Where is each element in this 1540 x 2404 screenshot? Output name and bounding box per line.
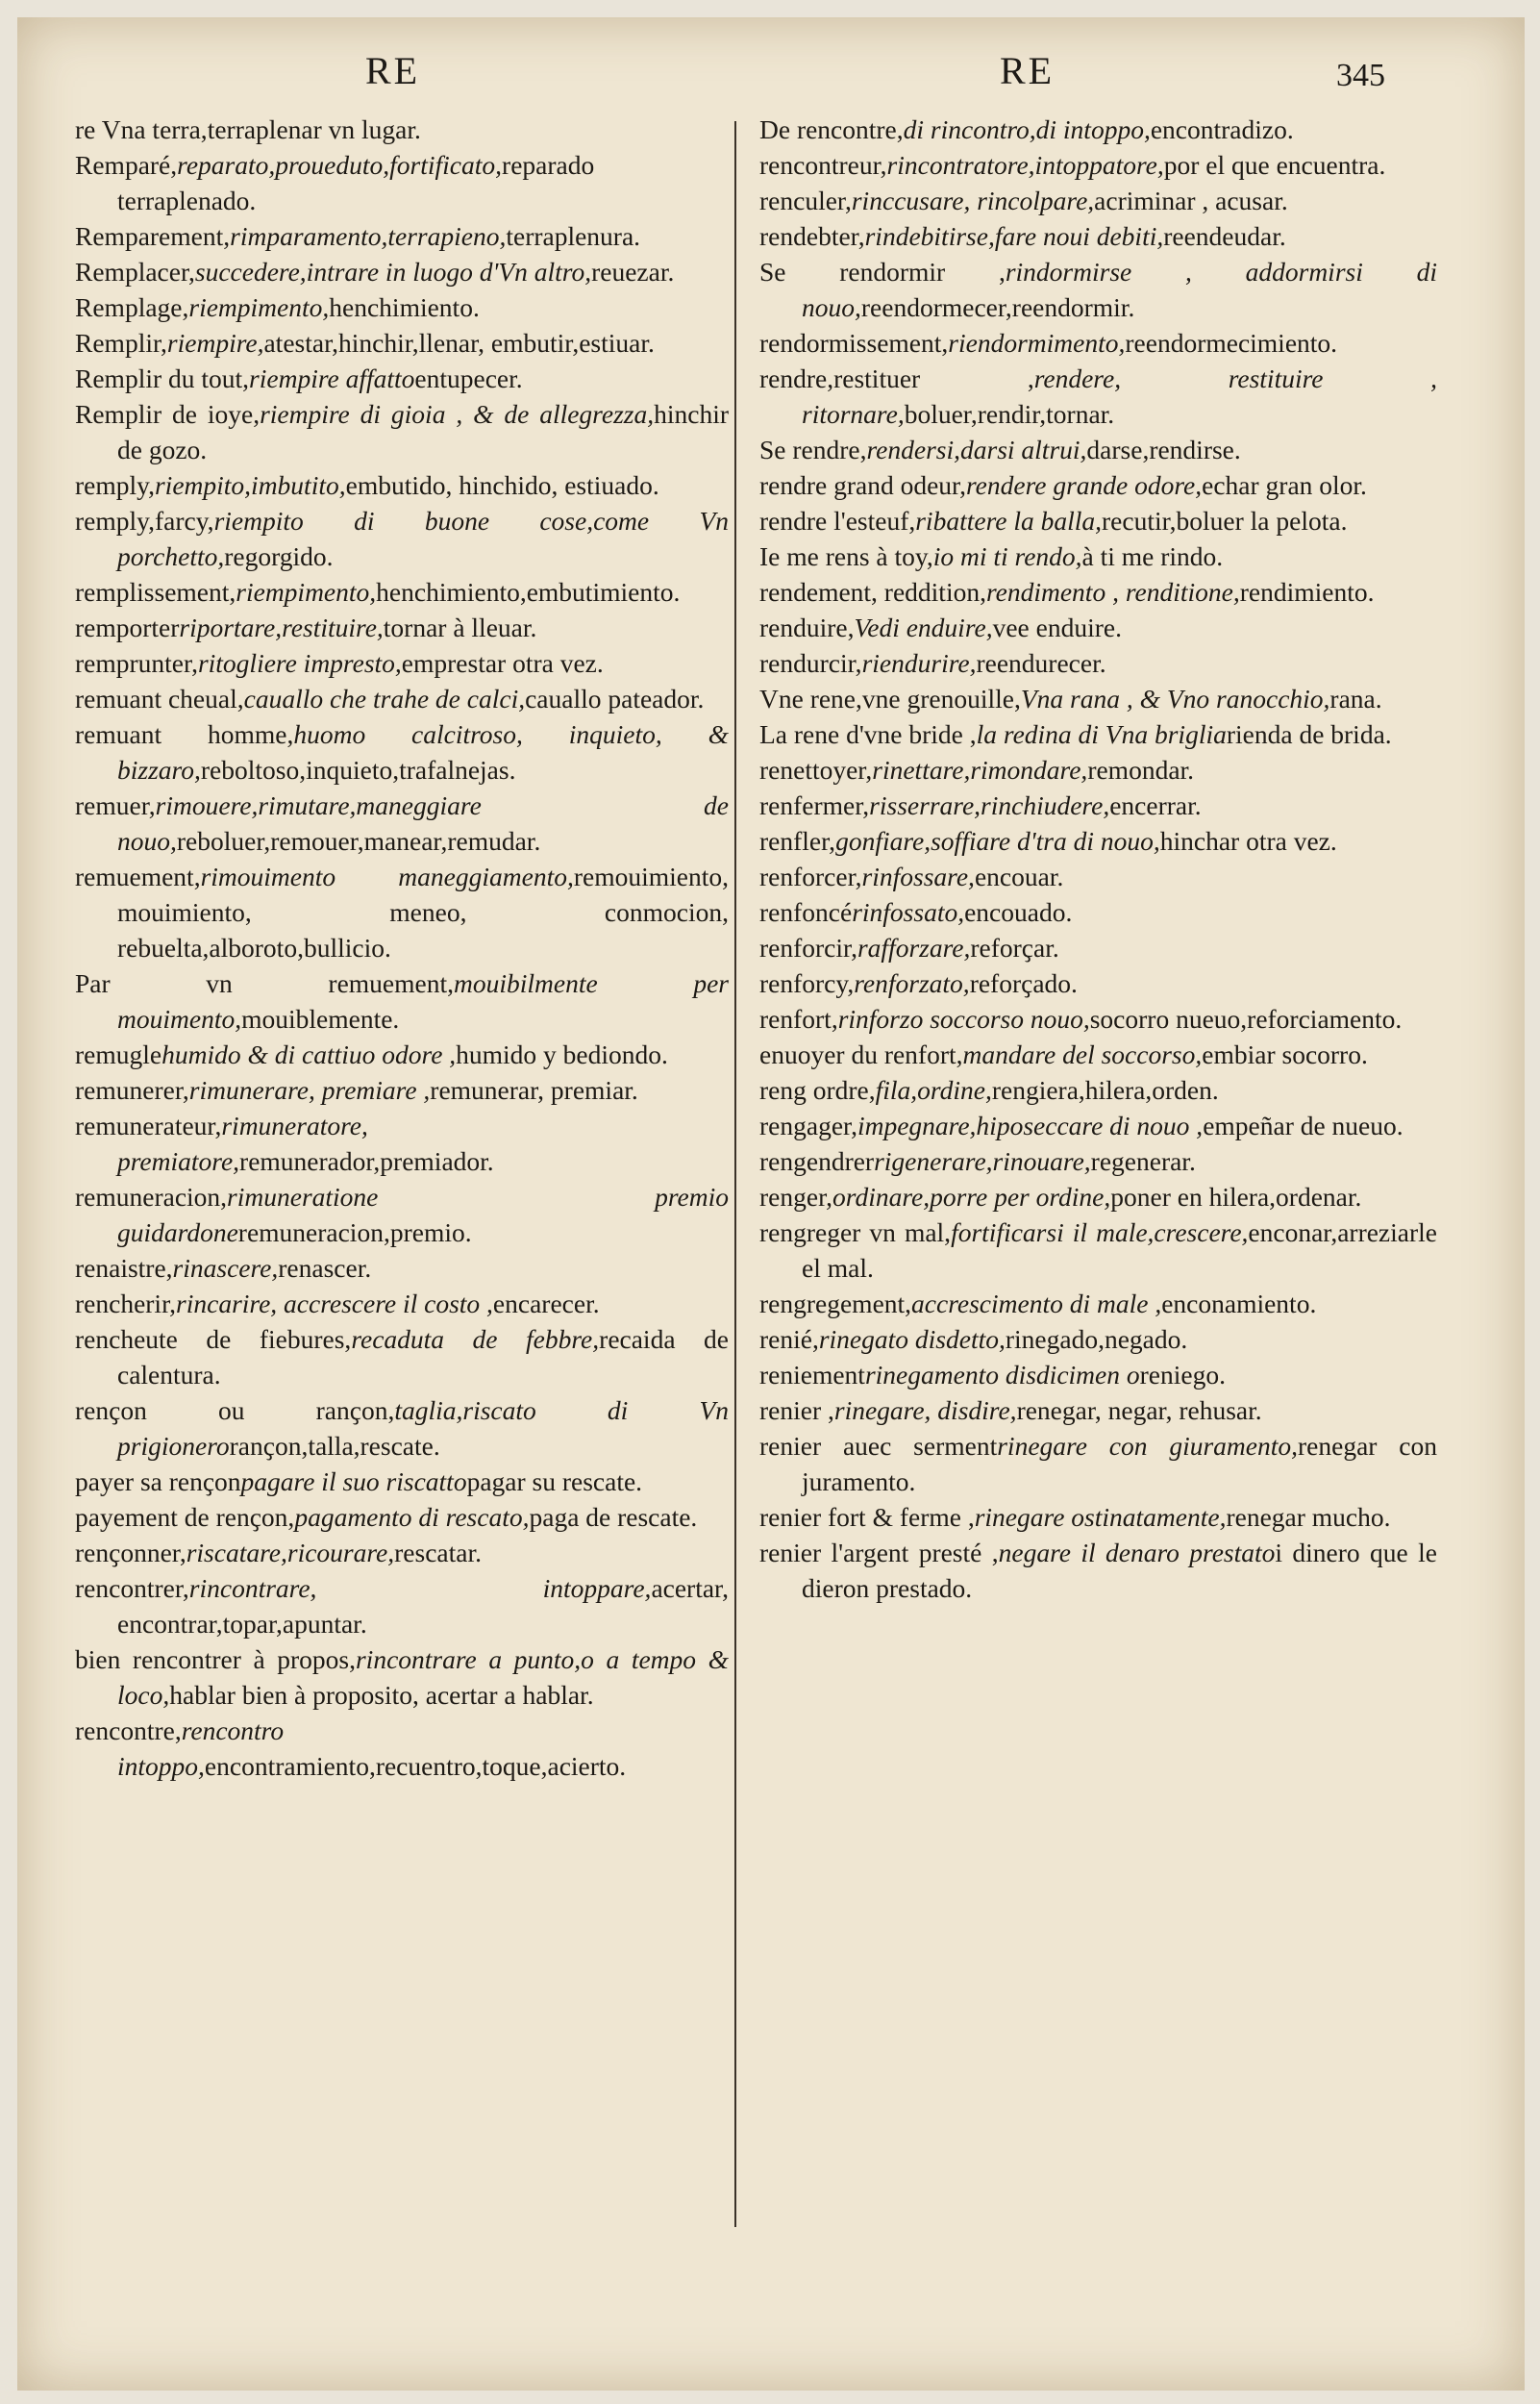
french-headword: rengregement, bbox=[759, 1289, 912, 1318]
spanish-gloss: tornar à lleuar. bbox=[383, 613, 537, 642]
spanish-gloss: paga de rescate. bbox=[529, 1502, 698, 1532]
dictionary-entry bbox=[75, 1713, 729, 1784]
dictionary-entry bbox=[75, 1037, 729, 1072]
dictionary-entry bbox=[75, 1535, 729, 1570]
italian-gloss: succedere,intrare in luogo d'Vn altro, bbox=[194, 257, 592, 287]
french-headword: rencontreur, bbox=[759, 150, 887, 180]
dictionary-entry bbox=[759, 467, 1437, 503]
french-headword: renier fort & ferme , bbox=[759, 1502, 975, 1532]
dictionary-entry bbox=[75, 788, 729, 859]
italian-gloss: rimouimento maneggiamento, bbox=[200, 862, 574, 891]
spanish-gloss: encerrar. bbox=[1109, 790, 1202, 820]
italian-gloss: rinfossare, bbox=[861, 862, 975, 891]
right-running-head: RE bbox=[1000, 49, 1056, 92]
dictionary-entry bbox=[759, 788, 1437, 823]
spanish-gloss: rescatar. bbox=[394, 1538, 482, 1567]
french-headword: remunerer, bbox=[75, 1075, 189, 1105]
spanish-gloss: cauallo pateador. bbox=[525, 684, 705, 714]
dictionary-entry bbox=[75, 325, 729, 361]
spanish-gloss: enconamiento. bbox=[1161, 1289, 1317, 1318]
dictionary-entry bbox=[759, 1143, 1437, 1179]
dictionary-entry bbox=[75, 361, 729, 396]
spanish-gloss: encouar. bbox=[974, 862, 1064, 891]
french-headword: Remplir de ioye, bbox=[75, 399, 261, 429]
french-headword: rencontre, bbox=[75, 1715, 182, 1745]
french-headword: remuneracion, bbox=[75, 1182, 228, 1212]
dictionary-entry bbox=[759, 361, 1437, 432]
french-headword: reniement bbox=[759, 1360, 865, 1390]
french-headword: renger, bbox=[759, 1182, 833, 1212]
spanish-gloss: emprestar otra vez. bbox=[401, 648, 604, 678]
spanish-gloss: rana. bbox=[1329, 684, 1382, 714]
french-headword: re Vna terra, bbox=[75, 114, 208, 144]
spanish-gloss: rengiera,hilera,orden. bbox=[991, 1075, 1219, 1105]
spanish-gloss: entupecer. bbox=[414, 363, 523, 393]
french-headword: renié, bbox=[759, 1324, 819, 1354]
book-page bbox=[17, 17, 1525, 2391]
italian-gloss: riportare,restituire, bbox=[179, 613, 384, 642]
page-number: 345 bbox=[1336, 58, 1385, 93]
dictionary-entry bbox=[759, 112, 1437, 147]
dictionary-entry bbox=[75, 859, 729, 965]
italian-gloss: recaduta de febbre, bbox=[351, 1324, 600, 1354]
french-headword: rendebter, bbox=[759, 221, 865, 251]
french-headword: renforcir, bbox=[759, 933, 857, 963]
italian-gloss: rinegamento disdicimen o bbox=[864, 1360, 1140, 1390]
spanish-gloss: mouiblemente. bbox=[241, 1004, 400, 1034]
dictionary-entry bbox=[759, 1535, 1437, 1606]
spanish-gloss: henchimiento. bbox=[329, 292, 480, 322]
italian-gloss: rinettare,rimondare, bbox=[872, 755, 1088, 785]
spanish-gloss: à ti me rindo. bbox=[1081, 541, 1224, 571]
spanish-gloss: reuezar. bbox=[591, 257, 675, 287]
dictionary-entry bbox=[75, 1286, 729, 1321]
dictionary-entry bbox=[75, 218, 729, 254]
italian-gloss: pagare il suo riscatto bbox=[240, 1466, 467, 1496]
french-headword: remuement, bbox=[75, 862, 201, 891]
dictionary-entry bbox=[759, 218, 1437, 254]
dictionary-entry bbox=[75, 645, 729, 681]
italian-gloss: riempire, bbox=[166, 328, 264, 358]
spanish-gloss: reboluer,remouer,manear,remudar. bbox=[176, 826, 541, 856]
spanish-gloss: encarecer. bbox=[492, 1289, 600, 1318]
dictionary-entry bbox=[759, 538, 1437, 574]
dictionary-entry bbox=[75, 965, 729, 1037]
italian-gloss: rinfossato, bbox=[852, 897, 965, 927]
dictionary-entry bbox=[75, 147, 729, 218]
french-headword: renfoncé bbox=[759, 897, 853, 927]
dictionary-entry bbox=[75, 610, 729, 645]
spanish-gloss: rienda de brida. bbox=[1226, 719, 1392, 749]
french-headword: rencherir, bbox=[75, 1289, 177, 1318]
italian-gloss: rinegare con giuramento, bbox=[997, 1431, 1298, 1461]
spanish-gloss: rendimiento. bbox=[1239, 577, 1375, 607]
spanish-gloss: darse,rendirse. bbox=[1086, 435, 1241, 464]
french-headword: Ie me rens à toy, bbox=[759, 541, 933, 571]
french-headword: Vne rene,vne grenouille, bbox=[759, 684, 1021, 714]
spanish-gloss: regenerar. bbox=[1090, 1146, 1196, 1176]
italian-gloss: rencontro intoppo, bbox=[117, 1715, 285, 1781]
running-header bbox=[17, 48, 1525, 106]
italian-gloss: di rincontro,di intoppo, bbox=[903, 114, 1151, 144]
italian-gloss: rinforzo soccorso nouo, bbox=[837, 1004, 1090, 1034]
italian-gloss: riempimento, bbox=[236, 577, 377, 607]
french-headword: remply,farcy, bbox=[75, 506, 214, 536]
italian-gloss: mouibilmente per mouimento, bbox=[117, 968, 729, 1034]
italian-gloss: rincarire, accrescere il costo , bbox=[176, 1289, 493, 1318]
italian-gloss: fila,ordine, bbox=[875, 1075, 992, 1105]
french-headword: payer sa renҫon bbox=[75, 1466, 241, 1496]
spanish-gloss: i dinero que le dieron prestado. bbox=[802, 1538, 1437, 1603]
italian-gloss: rimparamento,terrapieno, bbox=[230, 221, 507, 251]
french-headword: Remplir, bbox=[75, 328, 167, 358]
italian-gloss: la redina di Vna briglia bbox=[976, 719, 1227, 749]
french-headword: Remplage, bbox=[75, 292, 189, 322]
french-headword: remunerateur, bbox=[75, 1111, 222, 1140]
italian-gloss: mandare del soccorso, bbox=[962, 1039, 1203, 1069]
spanish-gloss: poner en hilera,ordenar. bbox=[1110, 1182, 1362, 1212]
italian-gloss: riscatare,ricourare, bbox=[186, 1538, 395, 1567]
french-headword: rencheute de fiebures, bbox=[75, 1324, 352, 1354]
french-headword: renfort, bbox=[759, 1004, 838, 1034]
french-headword: renҫonner, bbox=[75, 1538, 186, 1567]
spanish-gloss: hinchar otra vez. bbox=[1159, 826, 1337, 856]
dictionary-entry bbox=[75, 396, 729, 467]
dictionary-entry bbox=[75, 1464, 729, 1499]
column-divider bbox=[734, 121, 736, 2227]
italian-gloss: taglia,riscato di Vn prigionero bbox=[117, 1395, 730, 1461]
dictionary-entry bbox=[759, 681, 1437, 716]
french-headword: bien rencontrer à propos, bbox=[75, 1644, 356, 1674]
french-headword: enuoyer du renfort, bbox=[759, 1039, 963, 1069]
dictionary-entry bbox=[759, 254, 1437, 325]
french-headword: Se rendre, bbox=[759, 435, 867, 464]
spanish-gloss: recutir,boluer la pelota. bbox=[1102, 506, 1348, 536]
italian-gloss: rindormirse , addormirsi di nouo, bbox=[802, 257, 1437, 322]
spanish-gloss: reendurecer. bbox=[976, 648, 1106, 678]
italian-gloss: huomo calcitroso, inquieto, & bizzaro, bbox=[117, 719, 729, 785]
italian-gloss: pagamento di rescato, bbox=[294, 1502, 530, 1532]
spanish-gloss: embiar socorro. bbox=[1202, 1039, 1368, 1069]
spanish-gloss: remunerador,premiador. bbox=[239, 1146, 494, 1176]
french-headword: Remparé, bbox=[75, 150, 178, 180]
italian-gloss: impegnare,hiposeccare di nouo , bbox=[857, 1111, 1204, 1140]
french-headword: payement de renҫon, bbox=[75, 1502, 295, 1532]
spanish-gloss: humido y bediondo. bbox=[456, 1039, 668, 1069]
dictionary-entry bbox=[759, 965, 1437, 1001]
italian-gloss: rinegato disdetto, bbox=[818, 1324, 1006, 1354]
italian-gloss: rafforzare, bbox=[857, 933, 971, 963]
dictionary-entry bbox=[759, 1001, 1437, 1037]
dictionary-entry bbox=[75, 716, 729, 788]
dictionary-entry bbox=[759, 1321, 1437, 1357]
french-headword: remprunter, bbox=[75, 648, 198, 678]
spanish-gloss: reendormecimiento. bbox=[1125, 328, 1338, 358]
french-headword: remugle bbox=[75, 1039, 162, 1069]
french-headword: La rene d'vne bride , bbox=[759, 719, 977, 749]
italian-gloss: ritogliere impresto, bbox=[197, 648, 402, 678]
french-headword: Remplacer, bbox=[75, 257, 195, 287]
spanish-gloss: encouado. bbox=[964, 897, 1073, 927]
dictionary-entry bbox=[75, 1499, 729, 1535]
spanish-gloss: ranҫon,talla,rescate. bbox=[229, 1431, 440, 1461]
left-column bbox=[75, 112, 729, 1784]
italian-gloss: rincontrare a punto,o a tempo & loco, bbox=[117, 1644, 729, 1710]
spanish-gloss: henchimiento,embutimiento. bbox=[376, 577, 681, 607]
spanish-gloss: remondar. bbox=[1087, 755, 1195, 785]
dictionary-entry bbox=[759, 1108, 1437, 1143]
italian-gloss: rinccusare, rincolpare, bbox=[851, 186, 1095, 215]
spanish-gloss: recaida de calentura. bbox=[117, 1324, 729, 1390]
french-headword: rendurcir, bbox=[759, 648, 862, 678]
french-headword: renfermer, bbox=[759, 790, 870, 820]
italian-gloss: rendere grande odore, bbox=[965, 470, 1203, 500]
italian-gloss: reparato,proueduto,fortificato, bbox=[177, 150, 503, 180]
french-headword: renfler, bbox=[759, 826, 836, 856]
dictionary-entry bbox=[759, 1037, 1437, 1072]
italian-gloss: gonfiare,soffiare d'tra di nouo, bbox=[835, 826, 1160, 856]
spanish-gloss: empeñar de nueuo. bbox=[1203, 1111, 1403, 1140]
italian-gloss: rimuneratore, premiatore, bbox=[117, 1111, 368, 1176]
french-headword: reng ordre, bbox=[759, 1075, 876, 1105]
spanish-gloss: acertar, encontrar,topar,apuntar. bbox=[117, 1573, 729, 1639]
french-headword: rendement, reddition, bbox=[759, 577, 986, 607]
dictionary-entry bbox=[75, 112, 729, 147]
spanish-gloss: reforҫado. bbox=[969, 968, 1078, 998]
dictionary-entry bbox=[759, 183, 1437, 218]
spanish-gloss: reparado terraplenado. bbox=[117, 150, 595, 215]
dictionary-entry bbox=[75, 1392, 729, 1464]
spanish-gloss: acriminar , acusar. bbox=[1094, 186, 1288, 215]
italian-gloss: rendere, restituire , ritornare, bbox=[802, 363, 1437, 429]
french-headword: renforcer, bbox=[759, 862, 862, 891]
dictionary-entry bbox=[759, 1428, 1437, 1499]
french-headword: remporter bbox=[75, 613, 180, 642]
spanish-gloss: vee enduire. bbox=[992, 613, 1122, 642]
dictionary-entry bbox=[75, 1321, 729, 1392]
italian-gloss: rendimento , renditione, bbox=[985, 577, 1240, 607]
french-headword: renҫon ou ranҫon, bbox=[75, 1395, 395, 1425]
italian-gloss: renforzato, bbox=[854, 968, 970, 998]
spanish-gloss: boluer,rendir,tornar. bbox=[904, 399, 1115, 429]
french-headword: renculer, bbox=[759, 186, 852, 215]
dictionary-entry bbox=[75, 503, 729, 574]
left-running-head: RE bbox=[365, 49, 421, 92]
french-headword: remuant cheual, bbox=[75, 684, 244, 714]
french-headword: remuer, bbox=[75, 790, 156, 820]
spanish-gloss: regorgido. bbox=[224, 541, 334, 571]
french-headword: Se rendormir , bbox=[759, 257, 1006, 287]
italian-gloss: Vedi enduire, bbox=[854, 613, 993, 642]
dictionary-entry bbox=[759, 1392, 1437, 1428]
italian-gloss: accrescimento di male , bbox=[911, 1289, 1162, 1318]
italian-gloss: rincontratore,intoppatore, bbox=[886, 150, 1164, 180]
french-headword: rengager, bbox=[759, 1111, 857, 1140]
french-headword: rendre,restituer , bbox=[759, 363, 1034, 393]
dictionary-entry bbox=[759, 930, 1437, 965]
italian-gloss: rendersi,darsi altrui, bbox=[866, 435, 1087, 464]
spanish-gloss: hablar bien à proposito, acertar a hablar. bbox=[169, 1680, 594, 1710]
spanish-gloss: terraplenura. bbox=[506, 221, 641, 251]
dictionary-entry bbox=[759, 610, 1437, 645]
dictionary-entry bbox=[75, 1250, 729, 1286]
spanish-gloss: reboltoso,inquieto,trafalnejas. bbox=[200, 755, 516, 785]
dictionary-entry bbox=[759, 752, 1437, 788]
italian-gloss: riempire di gioia , & de allegrezza, bbox=[260, 399, 655, 429]
dictionary-entry bbox=[759, 1357, 1437, 1392]
right-column bbox=[759, 112, 1437, 1606]
spanish-gloss: reendormecer,reendormir. bbox=[860, 292, 1135, 322]
spanish-gloss: por el que encuentra. bbox=[1163, 150, 1386, 180]
french-headword: renaistre, bbox=[75, 1253, 173, 1283]
italian-gloss: rinegare ostinatamente, bbox=[974, 1502, 1227, 1532]
french-headword: rencontrer, bbox=[75, 1573, 189, 1603]
dictionary-entry bbox=[759, 823, 1437, 859]
italian-gloss: riempito,imbutito, bbox=[154, 470, 346, 500]
french-headword: Remplir du tout, bbox=[75, 363, 250, 393]
dictionary-entry bbox=[75, 1570, 729, 1641]
italian-gloss: riempito di buone cose,come Vn porchetto, bbox=[117, 506, 729, 571]
italian-gloss: Vna rana , & Vno ranocchio, bbox=[1020, 684, 1330, 714]
spanish-gloss: reendeudar. bbox=[1163, 221, 1286, 251]
italian-gloss: io mi ti rendo, bbox=[932, 541, 1082, 571]
spanish-gloss: remouimiento, mouimiento, meneo, conmocion, rebuelta,alboroto,bullicio. bbox=[117, 862, 729, 963]
italian-gloss: riempire affatto bbox=[249, 363, 415, 393]
italian-gloss: rinascere, bbox=[172, 1253, 279, 1283]
spanish-gloss: pagar su rescate. bbox=[466, 1466, 643, 1496]
dictionary-entry bbox=[759, 1499, 1437, 1535]
french-headword: rendre l'esteuf, bbox=[759, 506, 916, 536]
spanish-gloss: atestar,hinchir,llenar, embutir,estiuar. bbox=[263, 328, 655, 358]
spanish-gloss: rinegado,negado. bbox=[1005, 1324, 1188, 1354]
italian-gloss: negare il denaro prestato bbox=[998, 1538, 1276, 1567]
spanish-gloss: encontradizo. bbox=[1150, 114, 1294, 144]
italian-gloss: rigenerare,rinouare, bbox=[874, 1146, 1091, 1176]
dictionary-entry bbox=[759, 574, 1437, 610]
french-headword: rendre grand odeur, bbox=[759, 470, 966, 500]
italian-gloss: rimunerare, premiare , bbox=[188, 1075, 431, 1105]
spanish-gloss: terraplenar vn lugar. bbox=[207, 114, 421, 144]
dictionary-entry bbox=[759, 859, 1437, 894]
dictionary-entry bbox=[75, 467, 729, 503]
spanish-gloss: reniego. bbox=[1139, 1360, 1226, 1390]
french-headword: renettoyer, bbox=[759, 755, 873, 785]
french-headword: renduire, bbox=[759, 613, 855, 642]
spanish-gloss: renegar con juramento. bbox=[802, 1431, 1437, 1496]
french-headword: rendormissement, bbox=[759, 328, 949, 358]
italian-gloss: riempimento, bbox=[188, 292, 330, 322]
italian-gloss: fortificarsi il male,crescere, bbox=[951, 1217, 1249, 1247]
dictionary-entry bbox=[75, 1108, 729, 1179]
dictionary-entry bbox=[75, 681, 729, 716]
spanish-gloss: enconar,arreziarle el mal. bbox=[802, 1217, 1437, 1283]
italian-gloss: cauallo che trahe de calci, bbox=[243, 684, 526, 714]
french-headword: renier , bbox=[759, 1395, 834, 1425]
spanish-gloss: renascer. bbox=[278, 1253, 372, 1283]
dictionary-entry bbox=[759, 645, 1437, 681]
italian-gloss: ribattere la balla, bbox=[915, 506, 1102, 536]
dictionary-entry bbox=[759, 894, 1437, 930]
italian-gloss: rincontrare, intoppare, bbox=[188, 1573, 652, 1603]
dictionary-entry bbox=[75, 574, 729, 610]
spanish-gloss: remuneracion,premio. bbox=[237, 1217, 472, 1247]
dictionary-entry bbox=[75, 1072, 729, 1108]
italian-gloss: riendormimento, bbox=[948, 328, 1126, 358]
french-headword: renier l'argent presté , bbox=[759, 1538, 999, 1567]
french-headword: Remparement, bbox=[75, 221, 231, 251]
italian-gloss: rinegare, disdire, bbox=[833, 1395, 1017, 1425]
french-headword: renier auec serment bbox=[759, 1431, 998, 1461]
dictionary-entry bbox=[75, 254, 729, 289]
dictionary-entry bbox=[759, 1179, 1437, 1215]
dictionary-entry bbox=[759, 1072, 1437, 1108]
spanish-gloss: encontramiento,recuentro,toque,acierto. bbox=[204, 1751, 627, 1781]
spanish-gloss: hinchir de gozo. bbox=[117, 399, 729, 464]
dictionary-entry bbox=[759, 1286, 1437, 1321]
dictionary-entry bbox=[75, 1641, 729, 1713]
italian-gloss: rindebitirse,fare noui debiti, bbox=[864, 221, 1164, 251]
spanish-gloss: socorro nueuo,reforciamento. bbox=[1089, 1004, 1403, 1034]
spanish-gloss: embutido, hinchido, estiuado. bbox=[345, 470, 659, 500]
french-headword: rengendrer bbox=[759, 1146, 875, 1176]
french-headword: remply, bbox=[75, 470, 155, 500]
spanish-gloss: renegar mucho. bbox=[1226, 1502, 1391, 1532]
french-headword: renforcy, bbox=[759, 968, 855, 998]
dictionary-entry bbox=[75, 289, 729, 325]
spanish-gloss: echar gran olor. bbox=[1202, 470, 1367, 500]
french-headword: Par vn remuement, bbox=[75, 968, 454, 998]
french-headword: remplissement, bbox=[75, 577, 236, 607]
italian-gloss: rimuneratione premio guidardone bbox=[117, 1182, 729, 1247]
italian-gloss: riendurire, bbox=[861, 648, 977, 678]
spanish-gloss: reforҫar. bbox=[970, 933, 1059, 963]
italian-gloss: ordinare,porre per ordine, bbox=[832, 1182, 1111, 1212]
dictionary-entry bbox=[759, 432, 1437, 467]
spanish-gloss: renegar, negar, rehusar. bbox=[1016, 1395, 1262, 1425]
dictionary-entry bbox=[759, 503, 1437, 538]
dictionary-entry bbox=[75, 1179, 729, 1250]
dictionary-entry bbox=[759, 325, 1437, 361]
french-headword: rengreger vn mal, bbox=[759, 1217, 952, 1247]
italian-gloss: risserrare,rinchiudere, bbox=[869, 790, 1110, 820]
spanish-gloss: remunerar, premiar. bbox=[430, 1075, 638, 1105]
italian-gloss: rimouere,rimutare,maneggiare de nouo, bbox=[117, 790, 729, 856]
dictionary-entry bbox=[759, 716, 1437, 752]
italian-gloss: humido & di cattiuo odore , bbox=[161, 1039, 457, 1069]
french-headword: remuant homme, bbox=[75, 719, 294, 749]
french-headword: De rencontre, bbox=[759, 114, 904, 144]
dictionary-entry bbox=[759, 1215, 1437, 1286]
dictionary-entry bbox=[759, 147, 1437, 183]
